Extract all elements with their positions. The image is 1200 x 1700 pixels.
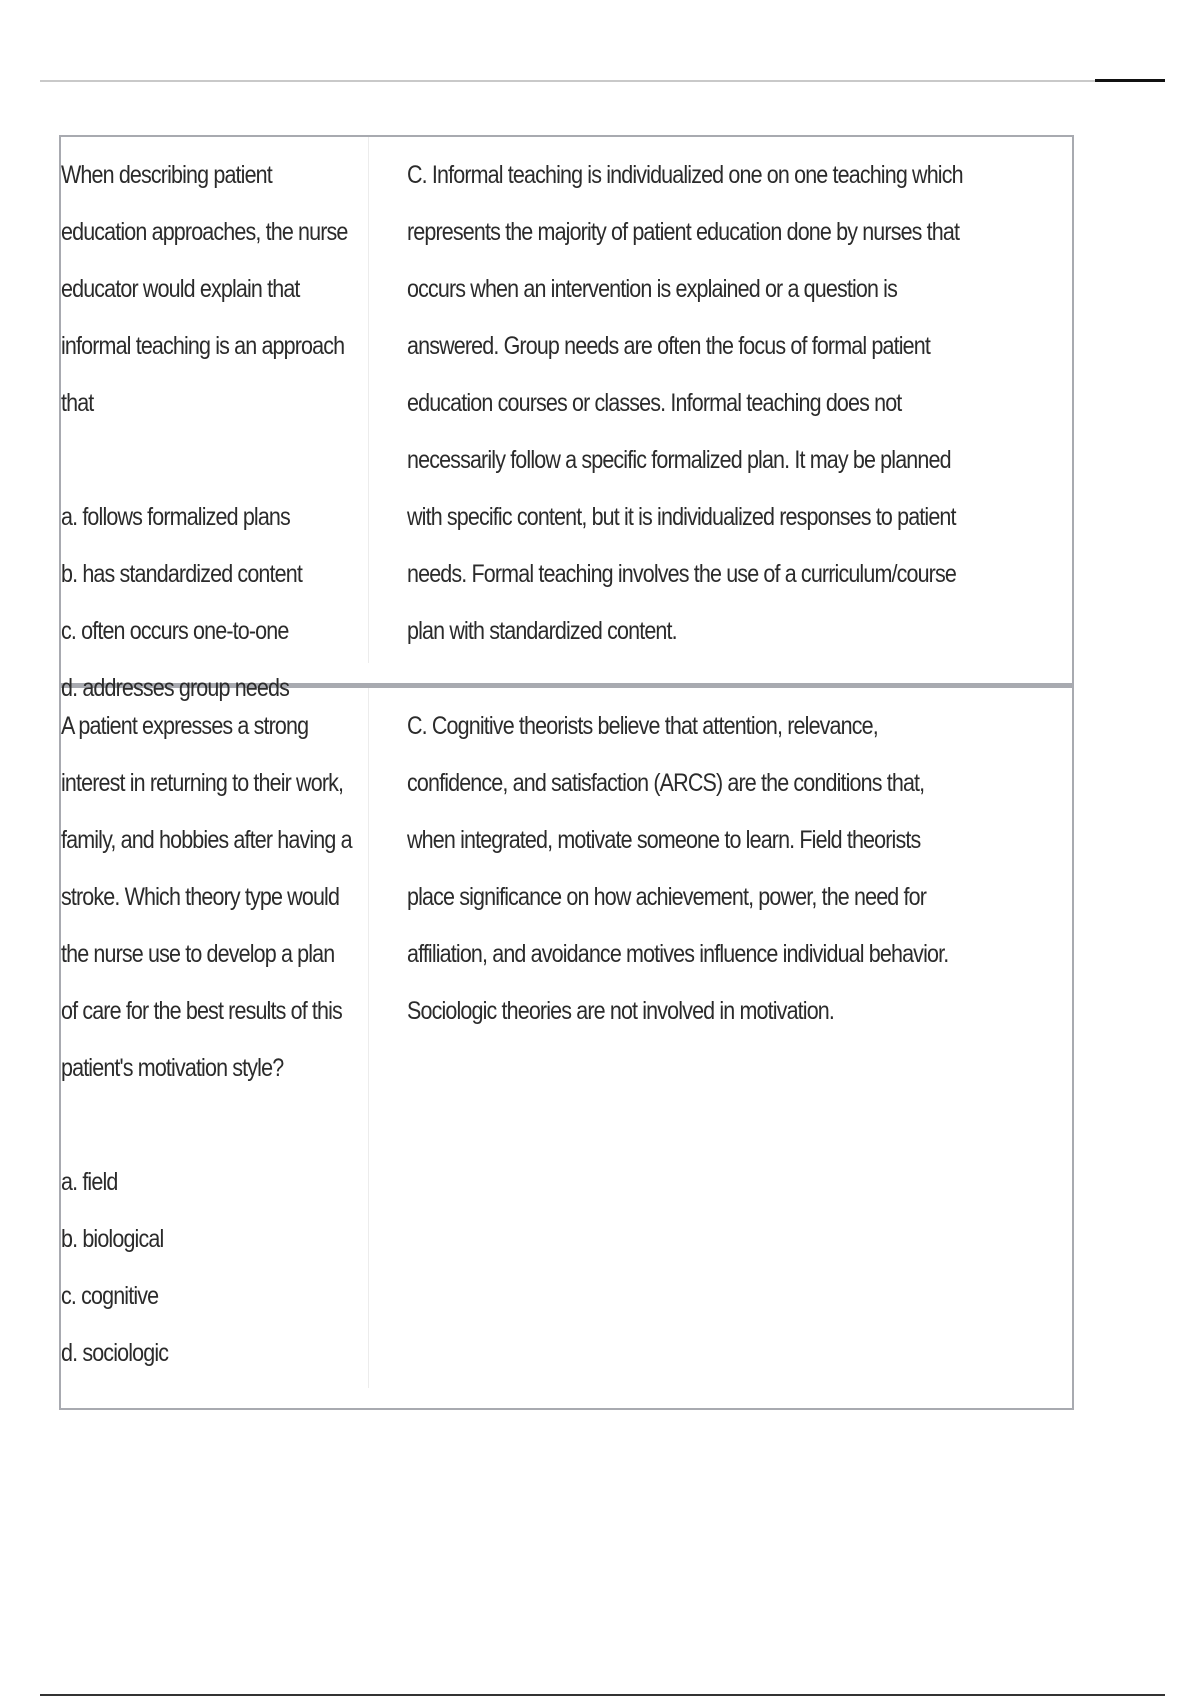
option-d: d. addresses group needs: [61, 674, 289, 702]
option-d: d. sociologic: [61, 1339, 169, 1367]
question-text: When describing patient education approaches, the nurse educator would explain that informal teaching is an approach that: [61, 161, 348, 417]
option-a: a. follows formalized plans: [61, 503, 290, 531]
question-text: A patient expresses a strong interest in returning to their work, family, and hobbies after having a stroke. Which theory type would the nurse use to develop a plan of care for the best results of this patient's motivation style?: [61, 712, 352, 1082]
answer-options: [61, 489, 356, 717]
question-cell: [61, 137, 369, 702]
answer-cell: [369, 137, 1072, 683]
top-divider-accent: [1095, 79, 1165, 82]
answer-options: [61, 1154, 356, 1382]
answer-cell: [369, 688, 1072, 1408]
flashcard-row: [59, 135, 1074, 702]
option-b: b. biological: [61, 1225, 164, 1253]
answer-text: C. Informal teaching is individualized one on one teaching which represents the majority of patient education done by nurses that occurs when an intervention is explained or a question is answered. Group needs are often the focus of formal patient education courses or classes. Informal teaching does not necessarily follow a specific formalized plan. It may be planned with specific content, but it is individualized responses to patient needs. Formal teaching involves the use of a curriculum/course plan with standardized content.: [407, 161, 963, 645]
option-b: b. has standardized content: [61, 560, 302, 588]
answer-text: C. Cognitive theorists believe that attention, relevance, confidence, and satisfaction (ARCS) are the conditions that, when integrated, motivate someone to learn. Field theorists place significance on how achievement, power, the need for affiliation, and avoidance motives influence individual behavior. Sociologic theories are not involved in motivation.: [407, 712, 949, 1025]
flashcard-table: [59, 135, 1074, 1410]
option-c: c. often occurs one-to-one: [61, 617, 289, 645]
bottom-divider: [40, 1694, 1165, 1696]
question-cell: [61, 688, 369, 1388]
top-divider: [40, 80, 1095, 82]
option-a: a. field: [61, 1168, 118, 1196]
flashcard-row: [59, 685, 1074, 1410]
option-c: c. cognitive: [61, 1282, 159, 1310]
